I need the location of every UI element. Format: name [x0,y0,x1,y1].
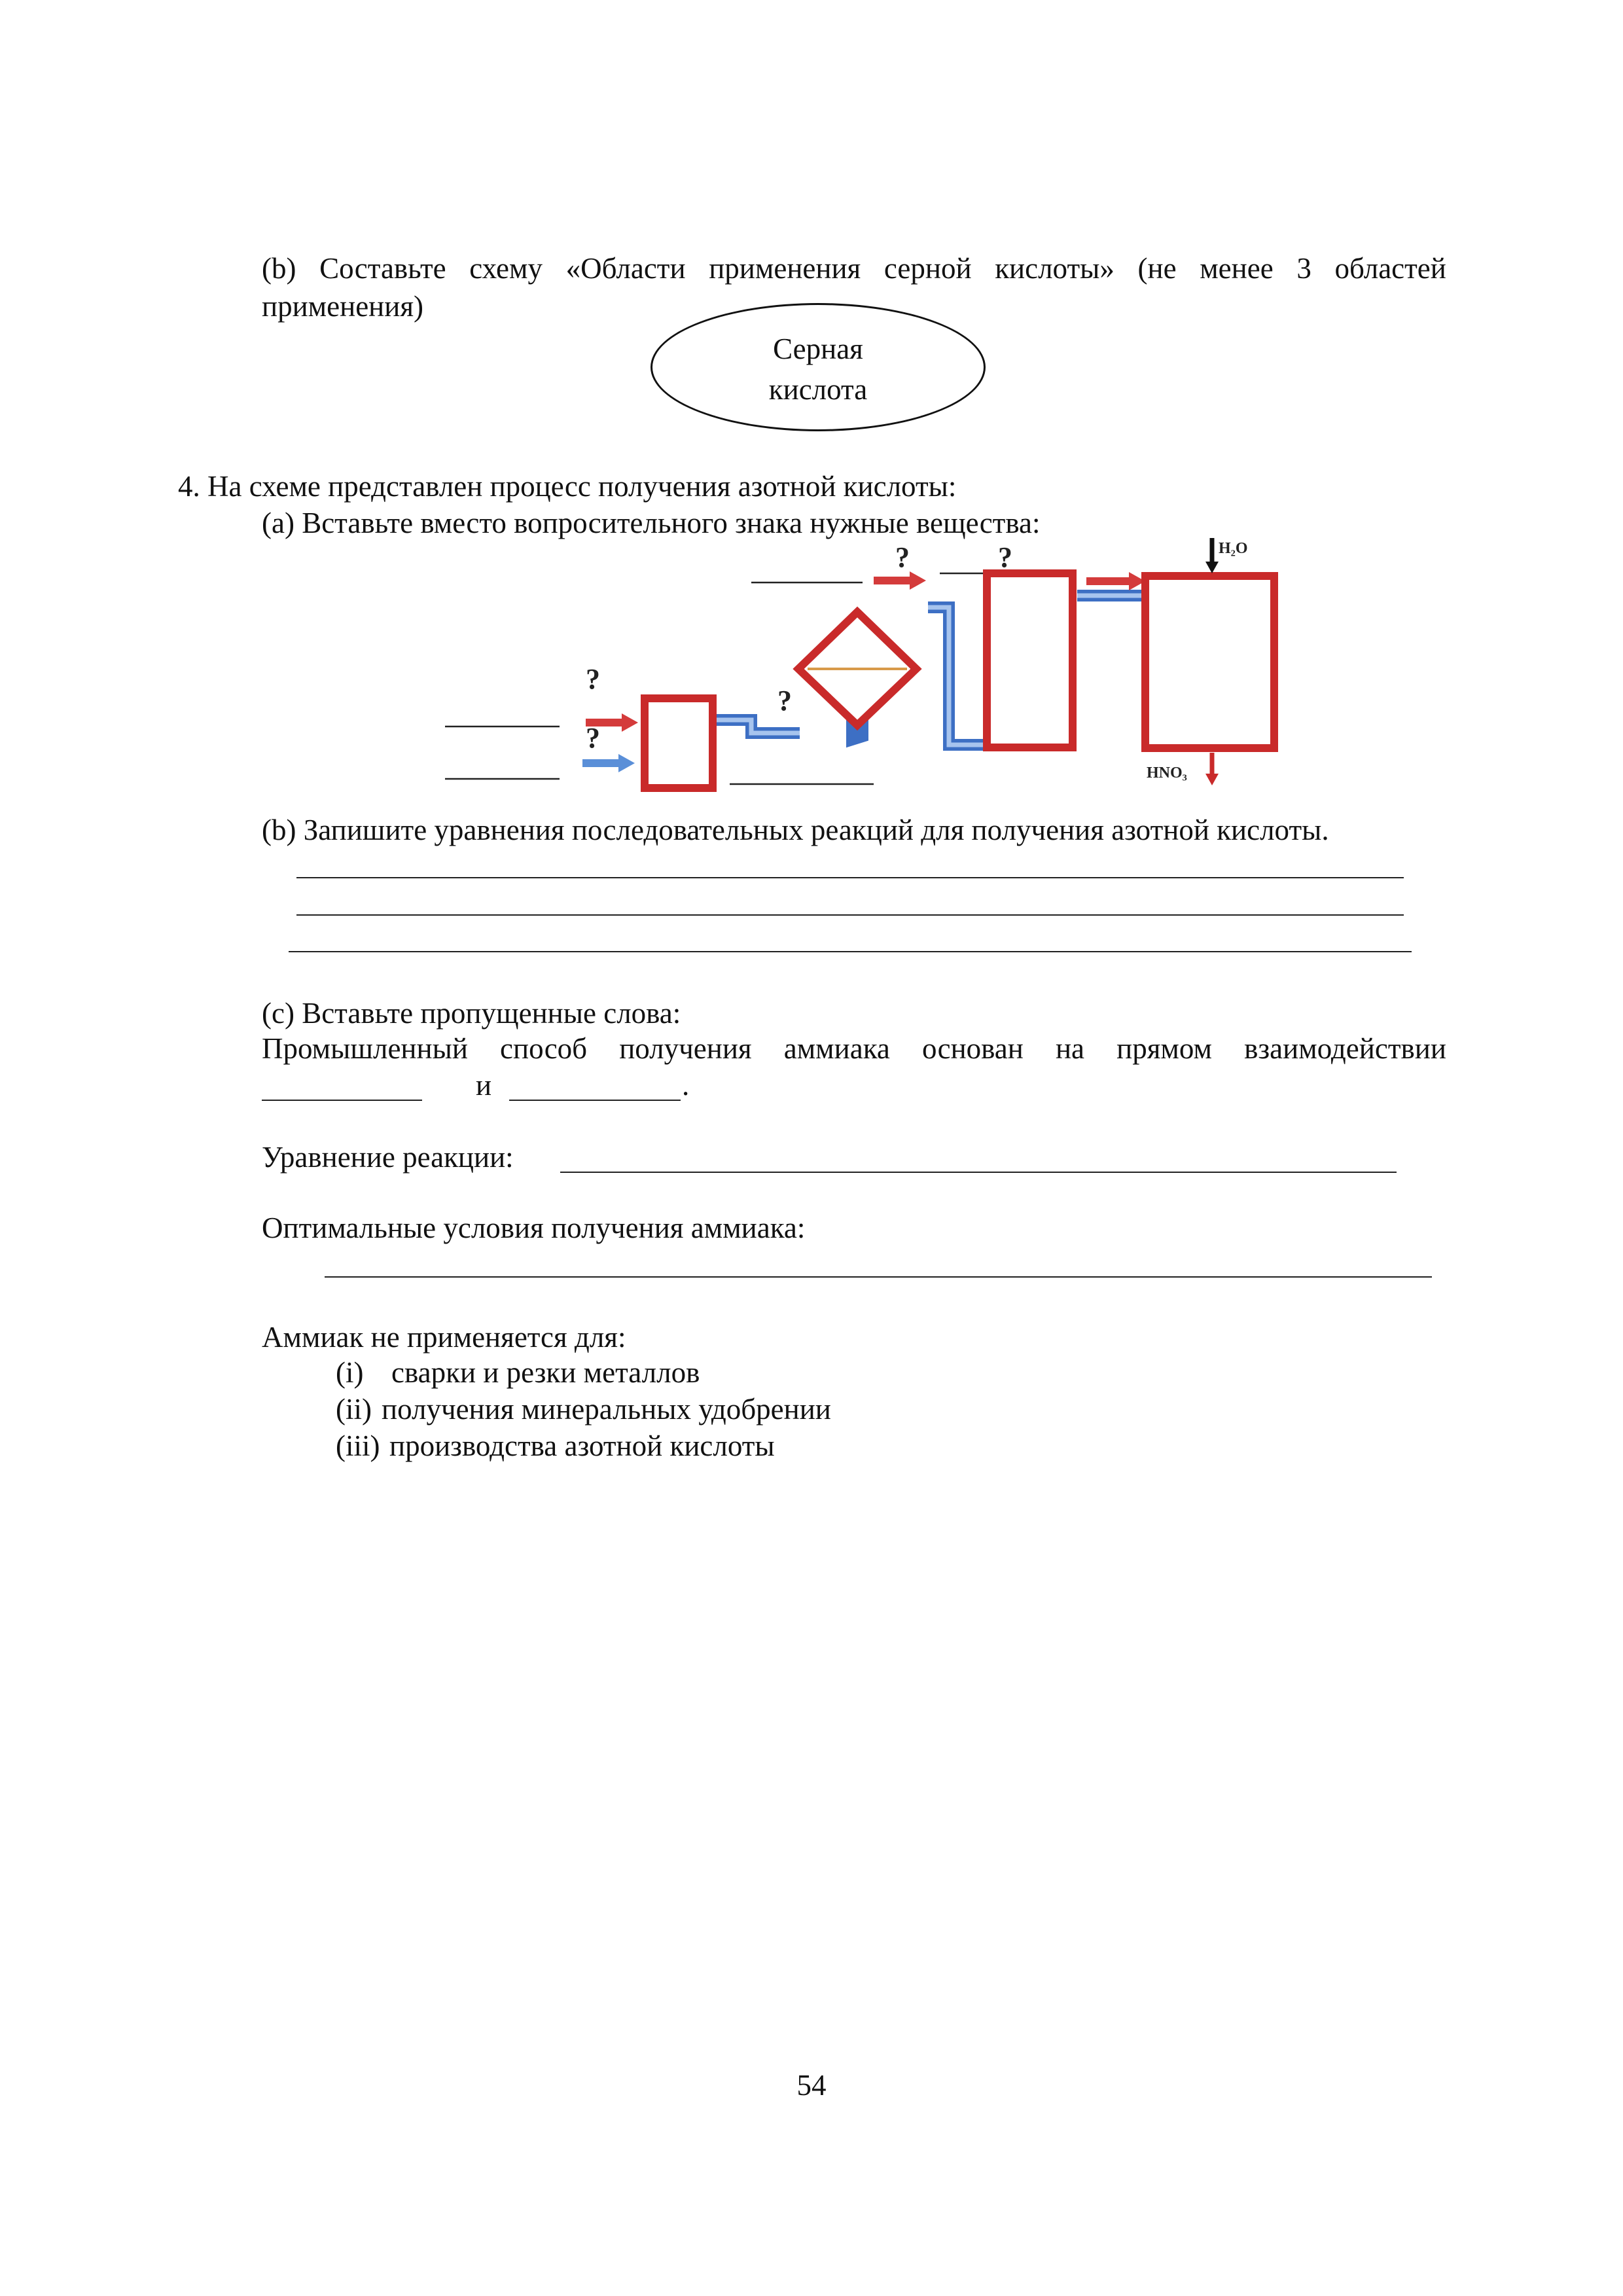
h2o-label: H₂O [1219,540,1248,557]
equation-label: Уравнение реакции: [262,1141,514,1174]
word: взаимодействии [1244,1032,1446,1065]
blue-pipes [715,596,1142,745]
question-mark: ? [998,541,1012,573]
answer-line[interactable] [296,914,1404,916]
page-number: 54 [796,2069,827,2102]
hno3-label: HNO₃ [1147,764,1187,781]
word: прямом [1116,1032,1213,1065]
period: . [682,1069,690,1102]
word: кислоты» [995,252,1115,285]
conditions-label: Оптимальные условия получения аммиака: [262,1211,806,1244]
oxidation-column [987,573,1073,747]
conditions-answer-line[interactable] [325,1276,1432,1278]
option-num: (iii) [336,1429,380,1462]
word: Промышленный [262,1032,468,1065]
word: «Области [565,252,686,285]
ellipse-label-line1: Серная [773,332,863,365]
and-word: и [476,1069,492,1102]
question-mark: ? [777,685,792,717]
blank-line-1[interactable] [262,1100,422,1101]
task4-part-a: (а) Вставьте вместо вопросительного знака нужные вещества: [262,507,1041,539]
option-num: (i) [336,1356,364,1389]
absorption-tower [1145,576,1274,748]
question-mark: ? [586,722,600,754]
word: применения [709,252,861,285]
option-text: сварки и резки металлов [391,1356,700,1389]
word: аммиака [783,1032,890,1065]
blank-line-2[interactable] [509,1100,681,1101]
option-text: получения минеральных удобрении [382,1393,831,1426]
word: основан [921,1032,1024,1065]
task4-part-c-heading: (c) Вставьте пропущенные слова: [262,997,681,1030]
word: Составьте [319,252,446,285]
mixer-box [645,698,713,788]
word: серной [883,252,972,285]
answer-line[interactable] [289,951,1412,952]
word: (b) [262,252,296,285]
word: менее [1200,252,1274,285]
word: получения [619,1032,752,1065]
ellipse-label-line2: кислота [768,373,868,406]
word: областей [1334,252,1446,285]
word: схему [469,252,543,285]
task4-heading: 4. На схеме представлен процесс получения азотной кислоты: [178,470,957,503]
task4-part-b: (b) Запишите уравнения последовательных реакций для получения азотной кислоты. [262,814,1329,846]
option-text: производства азотной кислоты [389,1429,775,1462]
not-used-label: Аммиак не применяется для: [262,1321,626,1354]
option-num: (ii) [336,1393,372,1426]
question-mark: ? [586,663,600,695]
word: (не [1137,252,1177,285]
equation-answer-line[interactable] [560,1172,1397,1173]
task3b-line2: применения) [262,290,424,323]
word: способ [500,1032,588,1065]
word: на [1055,1032,1085,1065]
word: 3 [1296,252,1311,285]
answer-line[interactable] [296,877,1404,878]
question-mark: ? [895,541,910,573]
part-c-sentence [262,1030,1446,1067]
